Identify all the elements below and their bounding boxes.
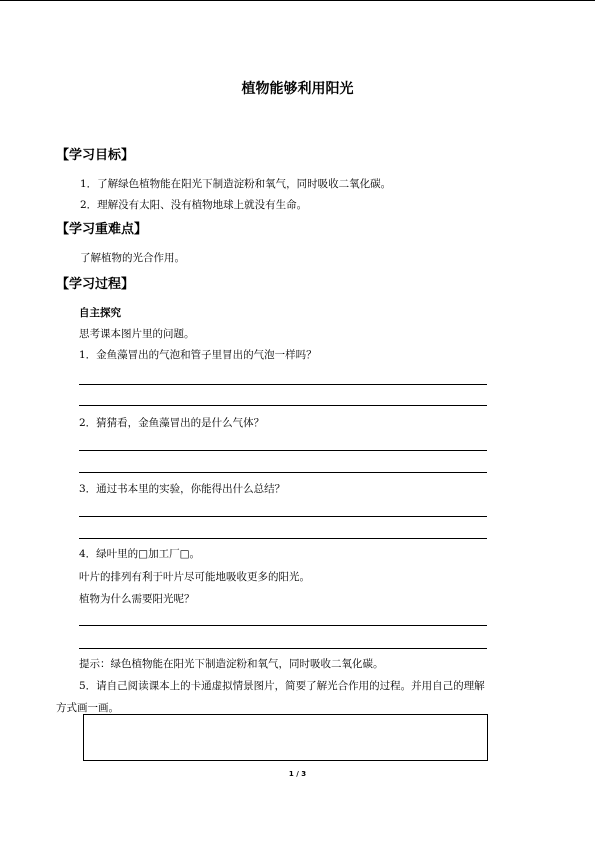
question-5-line-2: 方式画一画。 bbox=[56, 702, 119, 714]
drawing-box[interactable] bbox=[83, 714, 488, 761]
question-4-text-1: 叶片的排列有利于叶片尽可能地吸收更多的阳光。 bbox=[79, 571, 310, 583]
process-intro: 思考课本图片里的问题。 bbox=[79, 328, 195, 340]
answer-line-2a[interactable] bbox=[79, 450, 487, 451]
answer-line-2b[interactable] bbox=[79, 472, 487, 473]
answer-line-4a[interactable] bbox=[79, 625, 487, 626]
question-4: 4．绿叶里的□加工厂□。 bbox=[79, 548, 201, 560]
question-2: 2．猜猜看，金鱼藻冒出的是什么气体？ bbox=[79, 417, 265, 429]
answer-line-3b[interactable] bbox=[79, 538, 487, 539]
hint-text: 提示：绿色植物能在阳光下制造淀粉和氧气，同时吸收二氧化碳。 bbox=[79, 658, 384, 670]
answer-line-3a[interactable] bbox=[79, 516, 487, 517]
answer-line-1b[interactable] bbox=[79, 405, 487, 406]
goals-heading: 【学习目标】 bbox=[56, 148, 135, 163]
goal-item-2: 2．理解没有太阳、没有植物地球上就没有生命。 bbox=[80, 199, 308, 211]
key-points-text: 了解植物的光合作用。 bbox=[80, 252, 185, 264]
answer-line-1a[interactable] bbox=[79, 384, 487, 385]
question-1: 1．金鱼藻冒出的气泡和管子里冒出的气泡一样吗？ bbox=[79, 349, 317, 361]
page-title: 植物能够利用阳光 bbox=[241, 81, 354, 97]
question-5-line-1: 5．请自己阅读课本上的卡通虚拟情景图片，简要了解光合作用的过程。并用自己的理解 bbox=[79, 680, 485, 692]
answer-line-4b[interactable] bbox=[79, 648, 487, 649]
key-points-heading: 【学习重难点】 bbox=[56, 222, 148, 237]
question-4-text-2: 植物为什么需要阳光呢？ bbox=[79, 593, 195, 605]
page-number: 1 / 3 bbox=[288, 770, 307, 778]
goal-item-1: 1．了解绿色植物能在阳光下制造淀粉和氧气，同时吸收二氧化碳。 bbox=[80, 178, 392, 190]
self-study-subheading: 自主探究 bbox=[79, 307, 121, 319]
process-heading: 【学习过程】 bbox=[56, 277, 135, 292]
question-3: 3．通过书本里的实验，你能得出什么总结？ bbox=[79, 483, 286, 495]
top-border bbox=[0, 0, 595, 1]
